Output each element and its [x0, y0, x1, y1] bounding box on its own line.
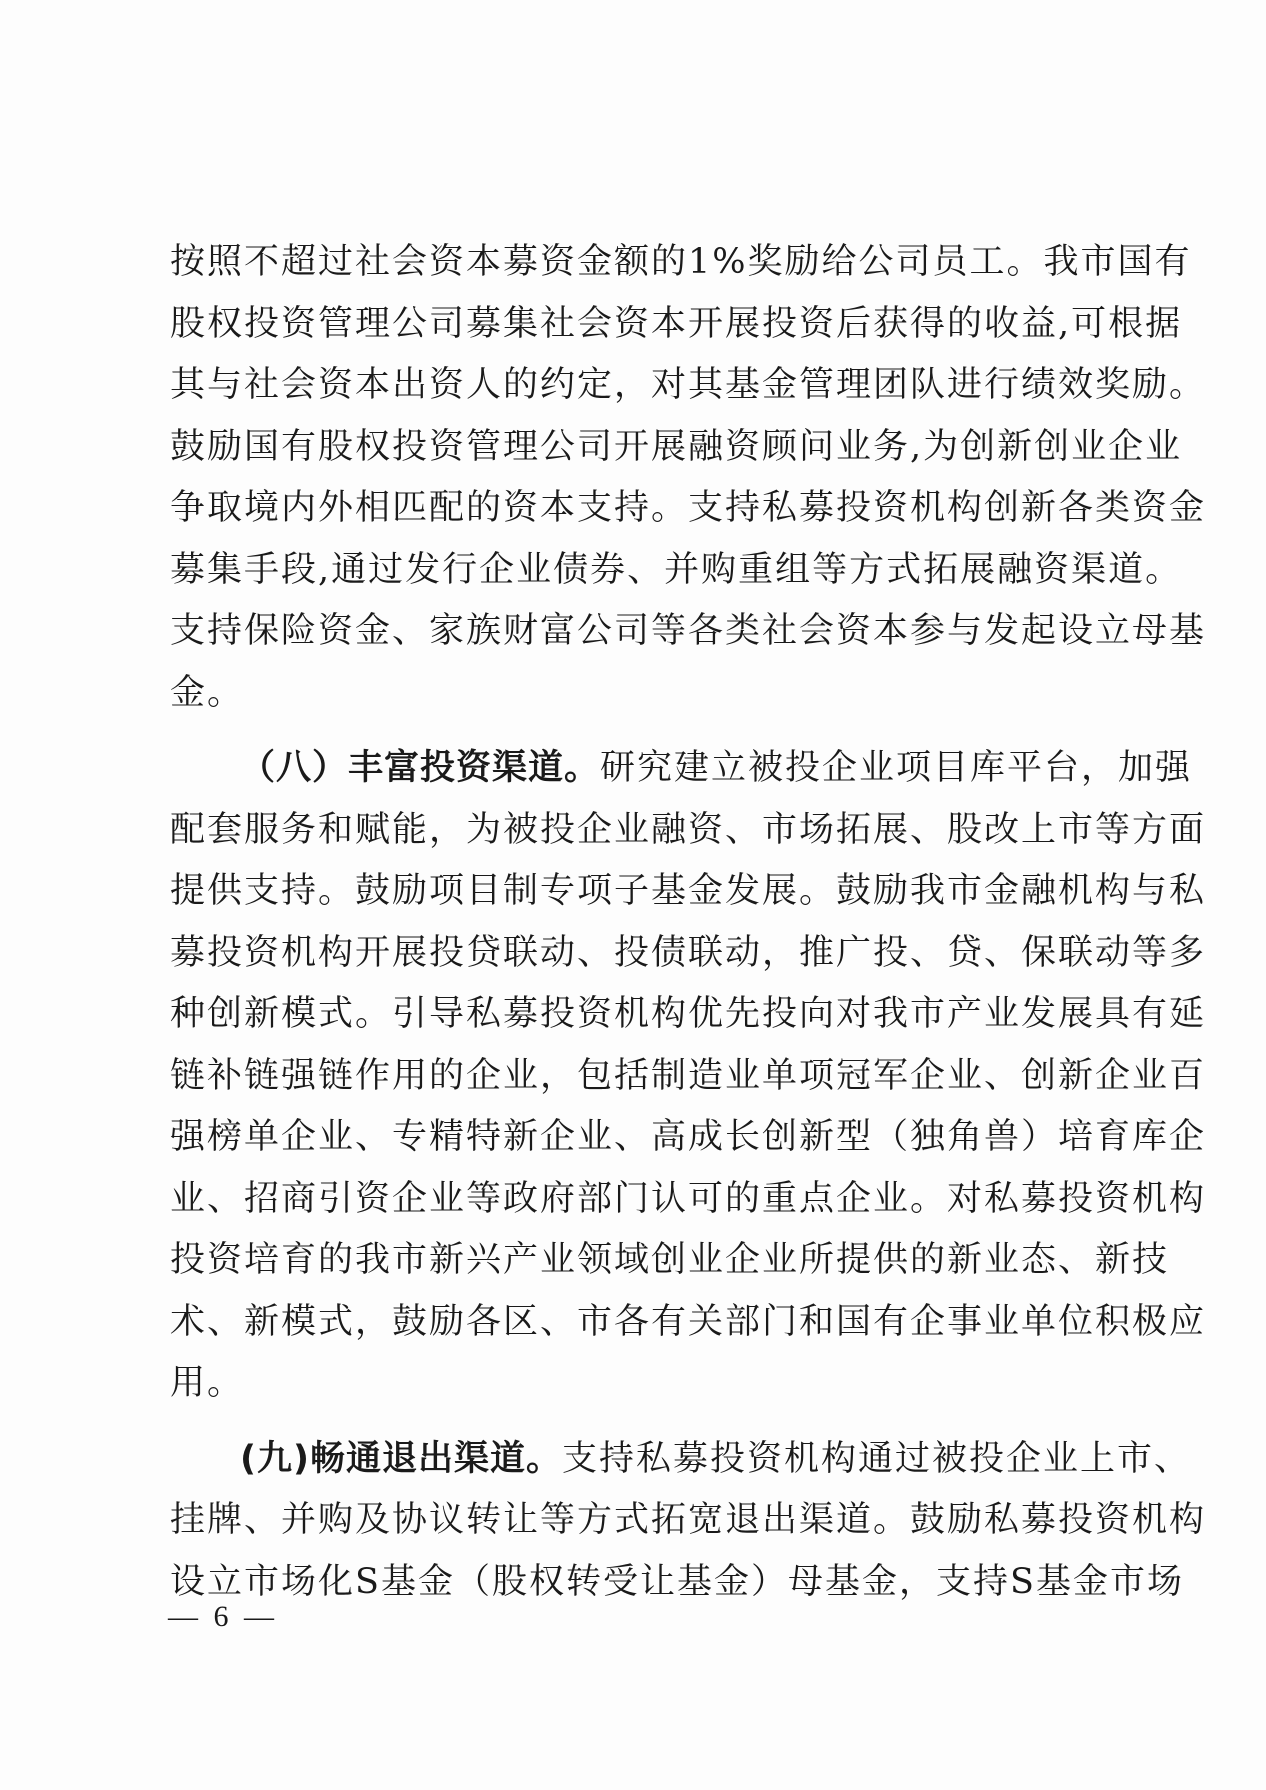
- document-body: [170, 232, 1207, 1613]
- paragraph-line: 支持保险资金、家族财富公司等各类社会资本参与发起设立母基: [170, 611, 1207, 651]
- paragraph-line: 鼓励国有股权投资管理公司开展融资顾问业务,为创新创业企业: [170, 426, 1183, 467]
- paragraph-line: 按照不超过社会资本募资金额的1%奖励给公司员工。我市国有: [170, 242, 1192, 282]
- paragraph-line: 链补链强链作用的企业，包括制造业单项冠军企业、创新企业百: [170, 1055, 1207, 1096]
- section-8-heading: （八）丰富投资渠道。: [240, 748, 601, 788]
- section-9-first-line-text: 支持私募投资机构通过被投企业上市、: [562, 1438, 1192, 1479]
- paragraph-line: 其与社会资本出资人的约定，对其基金管理团队进行绩效奖励。: [170, 365, 1207, 405]
- paragraph-line: 术、新模式，鼓励各区、市各有关部门和国有企事业单位积极应: [170, 1301, 1207, 1342]
- paragraph-line: 挂牌、并购及协议转让等方式拓宽退出渠道。鼓励私募投资机构: [170, 1500, 1207, 1540]
- paragraph-line: 种创新模式。引导私募投资机构优先投向对我市产业发展具有延: [170, 994, 1207, 1034]
- section-8-first-line: [170, 738, 1193, 800]
- paragraph-line: 募集手段,通过发行企业债券、并购重组等方式拓展融资渠道。: [170, 549, 1183, 590]
- paragraph-line: 金。: [170, 672, 245, 713]
- paragraph-line: 募投资机构开展投贷联动、投债联动，推广投、贷、保联动等多: [170, 932, 1207, 973]
- paragraph-line: 强榜单企业、专精特新企业、高成长创新型（独角兽）培育库企: [170, 1117, 1207, 1157]
- section-9-heading: (九)畅通退出渠道。: [240, 1438, 562, 1479]
- paragraph-line: 投资培育的我市新兴产业领域创业企业所提供的新业态、新技: [170, 1240, 1170, 1280]
- paragraph-line: 业、招商引资企业等政府部门认可的重点企业。对私募投资机构: [170, 1178, 1207, 1219]
- page-number: — 6 —: [168, 1600, 278, 1633]
- section-8-first-line-text: 研究建立被投企业项目库平台，加强: [600, 748, 1193, 788]
- paragraph-line: 争取境内外相匹配的资本支持。支持私募投资机构创新各类资金: [170, 488, 1207, 528]
- paragraph-line: 用。: [170, 1363, 245, 1403]
- paragraph-line: 设立市场化S基金（股权转受让基金）母基金，支持S基金市场: [170, 1561, 1184, 1602]
- paragraph-line: 股权投资管理公司募集社会资本开展投资后获得的收益,可根据: [170, 303, 1183, 344]
- paragraph-line: 提供支持。鼓励项目制专项子基金发展。鼓励我市金融机构与私: [170, 871, 1207, 911]
- section-9-first-line: [170, 1429, 1192, 1491]
- paragraph-line: 配套服务和赋能，为被投企业融资、市场拓展、股改上市等方面: [170, 809, 1207, 850]
